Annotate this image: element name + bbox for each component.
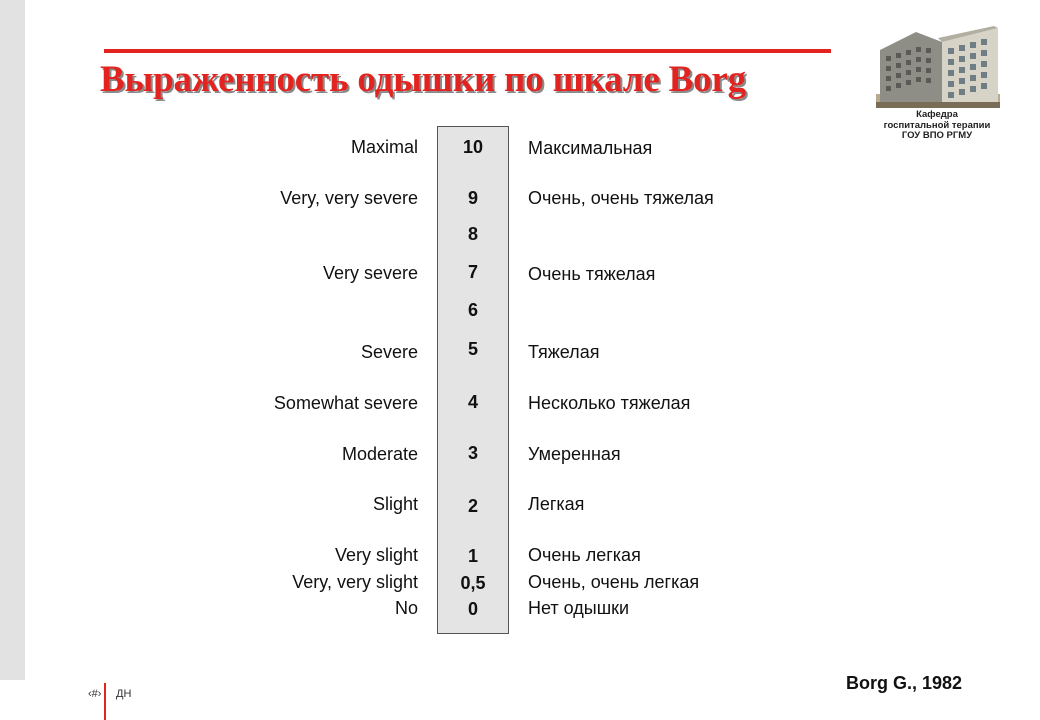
- scale-score: 0,5: [460, 573, 486, 593]
- scale-label-ru: Тяжелая: [528, 342, 600, 362]
- slide-number-mark: ‹#›: [88, 688, 102, 700]
- footer-author: ДН: [116, 688, 132, 700]
- scale-label-ru: Нет одышки: [528, 598, 630, 618]
- scale-label-ru: Несколько тяжелая: [528, 393, 691, 413]
- scale-score: 1: [467, 546, 478, 566]
- scale-label-en: Moderate: [341, 444, 418, 464]
- left-sidebar-strip: [0, 0, 25, 680]
- scale-score: 3: [467, 443, 478, 463]
- scale-label-en: Very, very slight: [292, 572, 418, 592]
- scale-label-en: [180, 222, 418, 246]
- logo-caption: [862, 110, 1012, 142]
- logo-caption-line: Кафедра: [916, 109, 958, 120]
- scale-score: 8: [467, 224, 478, 244]
- title-rule: [104, 49, 831, 53]
- scale-label-en: [180, 298, 418, 322]
- scale-label-en: Severe: [360, 342, 418, 362]
- logo-caption-line: госпитальной терапии: [883, 119, 991, 131]
- scale-label-en: Somewhat severe: [273, 393, 418, 413]
- scale-label-ru: Очень, очень легкая: [528, 572, 700, 592]
- scale-score: 9: [467, 188, 478, 208]
- scale-label-ru: Очень легкая: [528, 545, 641, 565]
- scale-score: 4: [467, 392, 478, 412]
- scale-label-ru: Очень тяжелая: [528, 264, 656, 284]
- logo-caption-line: ГОУ ВПО РГМУ: [901, 130, 973, 141]
- scale-score: 6: [467, 300, 478, 320]
- scale-label-ru: Очень, очень тяжелая: [528, 188, 714, 208]
- scale-score: 5: [467, 339, 478, 359]
- scale-label-en: Very slight: [334, 545, 418, 565]
- scale-score: 10: [462, 137, 484, 157]
- citation: Borg G., 1982: [846, 673, 963, 693]
- scale-label-en: Very severe: [322, 263, 418, 283]
- scale-score: 0: [467, 599, 478, 619]
- scale-score: 7: [467, 262, 478, 282]
- scale-label-en: Maximal: [350, 137, 418, 157]
- slide-title: Выраженность одышки по шкале Borg: [100, 59, 746, 100]
- footer-divider: [104, 683, 106, 720]
- scale-label-en: Very, very severe: [280, 188, 418, 208]
- scale-score: 2: [467, 496, 478, 516]
- scale-label-en: No: [394, 598, 418, 618]
- scale-label-en: Slight: [372, 494, 418, 514]
- scale-label-ru: Максимальная: [528, 138, 653, 158]
- scale-label-ru: Умеренная: [528, 444, 621, 464]
- scale-label-ru: Легкая: [528, 494, 585, 514]
